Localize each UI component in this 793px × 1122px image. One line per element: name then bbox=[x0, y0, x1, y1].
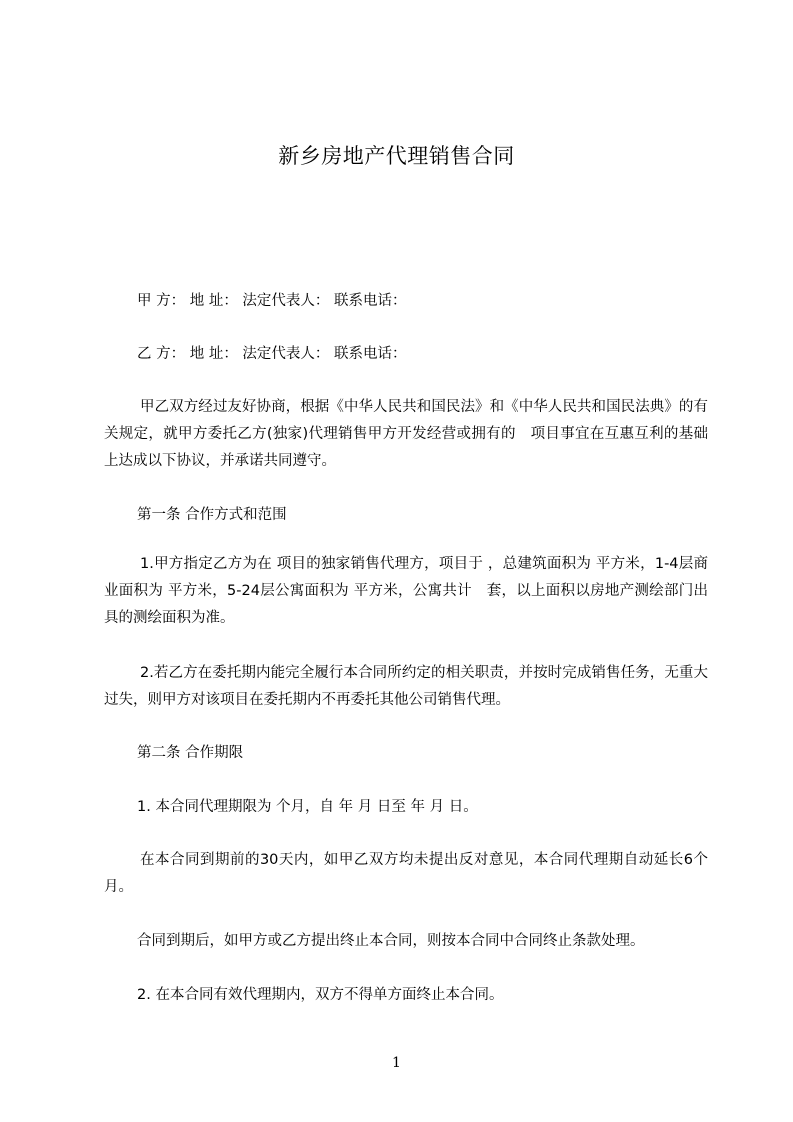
article-2-expiry: 合同到期后，如甲方或乙方提出终止本合同，则按本合同中合同终止条款处理。 bbox=[137, 933, 645, 949]
article-2-item-1: 1. 本合同代理期限为 个月，自 年 月 日至 年 月 日。 bbox=[137, 799, 478, 815]
article-2-heading: 第二条 合作期限 bbox=[137, 745, 244, 761]
document-title: 新乡房地产代理销售合同 bbox=[278, 144, 515, 168]
page-number: 1 bbox=[392, 1055, 401, 1071]
article-1-item-1: 1.甲方指定乙方为在 项目的独家销售代理方，项目于 ，总建筑面积为 平方米，1-4层商业面积为 平方米，5-24层公寓面积为 平方米，公寓共计 套，以上面积以房地产测绘部门出具的测绘面积为准。 bbox=[104, 556, 708, 626]
preamble-paragraph: 甲乙双方经过友好协商，根据《中华人民共和国民法》和《中华人民共和国民法典》的有关规定，就甲方委托乙方(独家)代理销售甲方开发经营或拥有的 项目事宜在互惠互利的基础上达成以下协议，并承诺共同遵守。 bbox=[104, 399, 708, 469]
party-a-line: 甲 方： 地 址： 法定代表人： 联系电话： bbox=[137, 293, 407, 309]
article-2-item-2: 2. 在本合同有效代理期内，双方不得单方面终止本合同。 bbox=[137, 987, 504, 1003]
party-b-line: 乙 方： 地 址： 法定代表人： 联系电话： bbox=[137, 346, 407, 362]
article-1-item-2: 2.若乙方在委托期内能完全履行本合同所约定的相关职责，并按时完成销售任务，无重大过失，则甲方对该项目在委托期内不再委托其他公司销售代理。 bbox=[104, 665, 708, 708]
article-1-heading: 第一条 合作方式和范围 bbox=[137, 507, 287, 523]
article-2-renewal: 在本合同到期前的30天内，如甲乙双方均未提出反对意见，本合同代理期自动延长6个月。 bbox=[104, 852, 708, 895]
